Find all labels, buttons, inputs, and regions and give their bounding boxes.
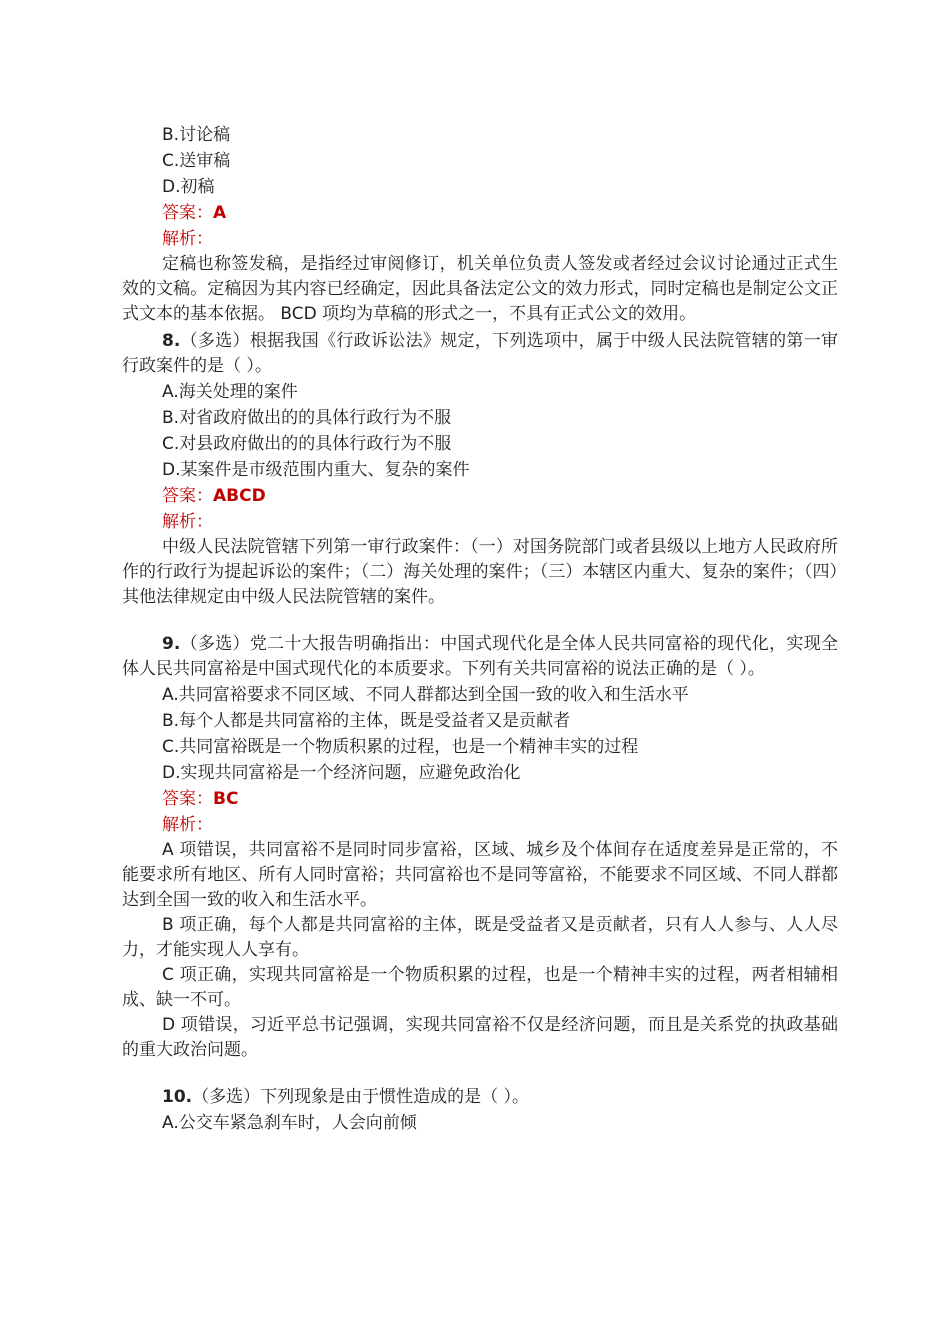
question-number: 8. <box>162 331 181 351</box>
answer-value: BC <box>213 789 239 809</box>
question-text: （多选）党二十大报告明确指出：中国式现代化是全体人民共同富裕的现代化，实现全体人民共同富裕是中国式现代化的本质要求。下列有关共同富裕的说法正确的是（ ）。 <box>122 634 838 679</box>
q8-stem <box>122 329 838 379</box>
question-text: （多选）根据我国《行政诉讼法》规定，下列选项中，属于中级人民法院管辖的第一审行政案件的是（ ）。 <box>122 331 838 376</box>
q9-analysis-c: C 项正确，实现共同富裕是一个物质积累的过程，也是一个精神丰实的过程，两者相辅相成、缺一不可。 <box>122 965 838 1010</box>
q9-analysis-b: B 项正确，每个人都是共同富裕的主体，既是受益者又是贡献者，只有人人参与、人人尽力，才能实现人人享有。 <box>122 915 838 960</box>
answer-value: ABCD <box>213 486 266 506</box>
q7-analysis-label: 解析： <box>162 229 213 249</box>
answer-label: 答案： <box>162 486 213 506</box>
q8-option-b: B.对省政府做出的的具体行政行为不服 <box>162 408 452 428</box>
q8-option-a: A.海关处理的案件 <box>162 382 298 402</box>
question-text: （多选）下列现象是由于惯性造成的是（ ）。 <box>192 1087 530 1107</box>
question-number: 10. <box>162 1087 193 1107</box>
q9-answer <box>122 786 838 812</box>
answer-label: 答案： <box>162 789 213 809</box>
q9-option-c: C.共同富裕既是一个物质积累的过程，也是一个精神丰实的过程 <box>162 737 639 757</box>
q9-option-d: D.实现共同富裕是一个经济问题，应避免政治化 <box>162 763 521 783</box>
q7-answer <box>122 200 838 226</box>
q7-option-d: D.初稿 <box>162 177 215 197</box>
question-number: 9. <box>162 634 181 654</box>
answer-value: A <box>213 203 227 223</box>
q9-stem <box>122 632 838 682</box>
answer-label: 答案： <box>162 203 213 223</box>
q10-option-a: A.公交车紧急刹车时，人会向前倾 <box>162 1113 417 1133</box>
q7-option-c: C.送审稿 <box>162 151 231 171</box>
q8-option-c: C.对县政府做出的的具体行政行为不服 <box>162 434 452 454</box>
q7-analysis: 定稿也称签发稿，是指经过审阅修订，机关单位负责人签发或者经过会议讨论通过正式生效的文稿。定稿因为其内容已经确定，因此具备法定公文的效力形式，同时定稿也是制定公文正式文本的基本依据。 BCD 项均为草稿的形式之一，不具有正式公文的效用。 <box>122 254 838 324</box>
q10-stem <box>122 1085 838 1110</box>
q8-analysis: 中级人民法院管辖下列第一审行政案件：（一）对国务院部门或者县级以上地方人民政府所作的行政行为提起诉讼的案件；（二）海关处理的案件；（三）本辖区内重大、复杂的案件；（四）其他法律规定由中级人民法院管辖的案件。 <box>122 537 838 607</box>
q9-analysis-d: D 项错误，习近平总书记强调，实现共同富裕不仅是经济问题，而且是关系党的执政基础的重大政治问题。 <box>122 1015 838 1060</box>
document-page <box>122 122 838 1136</box>
q9-option-b: B.每个人都是共同富裕的主体，既是受益者又是贡献者 <box>162 711 571 731</box>
q9-option-a: A.共同富裕要求不同区域、不同人群都达到全国一致的收入和生活水平 <box>162 685 689 705</box>
q8-analysis-label: 解析： <box>162 512 213 532</box>
q7-option-b: B.讨论稿 <box>162 125 231 145</box>
q9-analysis-label: 解析： <box>162 815 213 835</box>
q8-option-d: D.某案件是市级范围内重大、复杂的案件 <box>162 460 470 480</box>
q8-answer <box>122 483 838 509</box>
q9-analysis-a: A 项错误，共同富裕不是同时同步富裕，区域、城乡及个体间存在适度差异是正常的，不能要求所有地区、所有人同时富裕；共同富裕也不是同等富裕，不能要求不同区域、不同人群都达到全国一致的收入和生活水平。 <box>122 840 838 910</box>
